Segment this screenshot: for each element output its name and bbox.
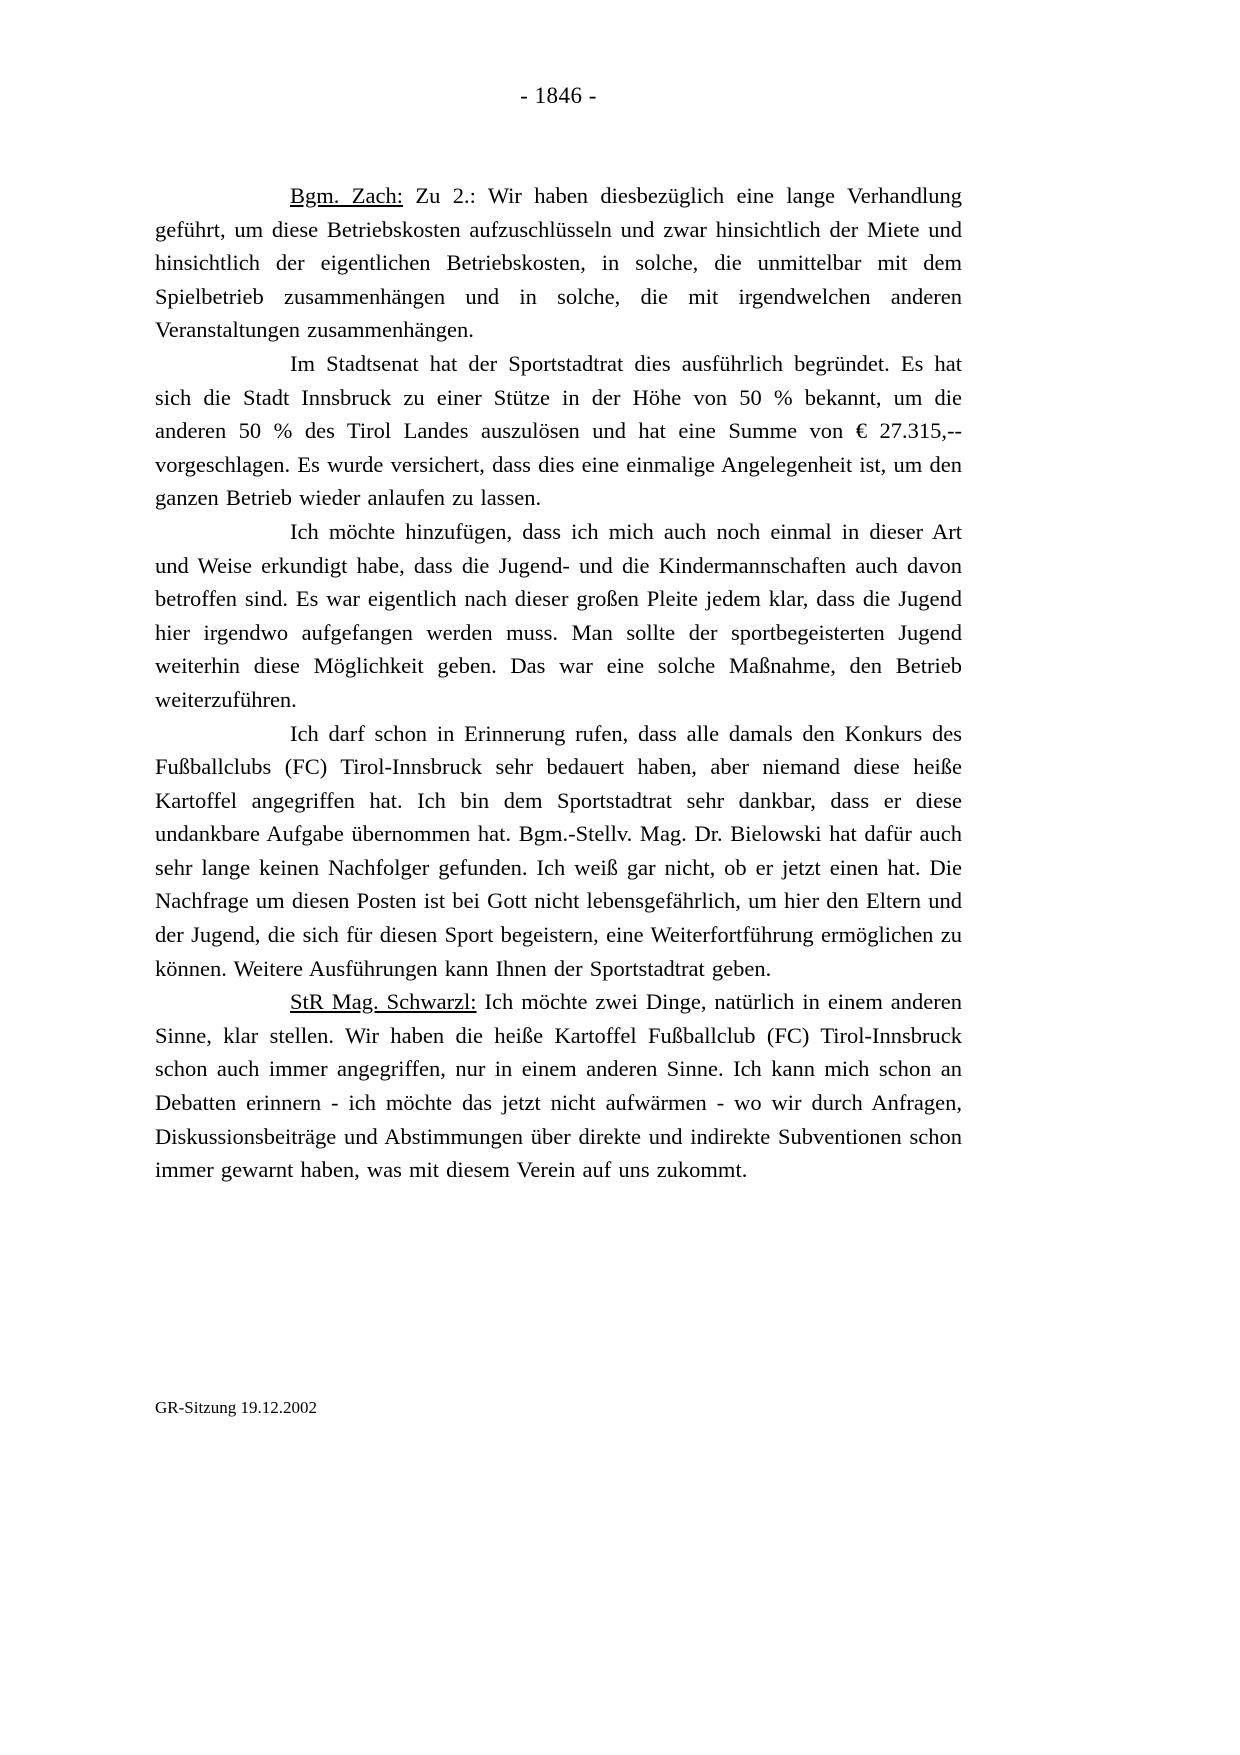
text-column [155,83,962,1187]
paragraph-text: Im Stadtsenat hat der Sportstadtrat dies ausführlich begründet. Es hat sich die Stadt Innsbruck zu einer Stütze in der Höhe von 50 % bekannt, um die anderen 50 % des Tirol Landes auszulösen und hat eine Summe von € 27.315,-- vorgeschlagen. Es wurde versichert, dass dies eine einmalige Angelegenheit ist, um den ganzen Betrieb wieder anlaufen zu lassen. [155,350,962,511]
paragraph [155,515,962,717]
speaker-name: StR Mag. Schwarzl: [290,989,477,1015]
page-number: - 1846 - [520,83,597,108]
paragraph [155,179,962,347]
paragraph [155,347,962,515]
paragraph-text: Ich möchte hinzufügen, dass ich mich auch noch einmal in dieser Art und Weise erkundigt habe, dass die Jugend- und die Kindermannschaften auch davon betroffen sind. Es war eigentlich nach dieser großen Pleite jedem klar, dass die Jugend hier irgendwo aufgefangen werden muss. Man sollte der sportbegeisterten Jugend weiterhin diese Möglichkeit geben. Das war eine solche Maßnahme, den Betrieb weiterzuführen. [155,518,962,712]
paragraph-text: Zu 2.: Wir haben diesbezüglich eine lange Verhandlung geführt, um diese Betriebskosten aufzuschlüsseln und zwar hinsichtlich der Miete und hinsichtlich der eigentlichen Betriebskosten, in solche, die unmittelbar mit dem Spielbetrieb zusammenhängen und in solche, die mit irgendwelchen anderen Veranstaltungen zusammenhängen. [155,183,962,343]
paragraph-text: Ich möchte zwei Dinge, natürlich in einem anderen Sinne, klar stellen. Wir haben die heiße Kartoffel Fußballclub (FC) Tirol-Innsbruck schon auch immer angegriffen, nur in einem anderen Sinne. Ich kann mich schon an Debatten erinnern - ich möchte das jetzt nicht aufwärmen - wo wir durch Anfragen, Diskussionsbeiträge und Abstimmungen über direkte und indirekte Subventionen schon immer gewarnt haben, was mit diesem Verein auf uns zukommt. [155,989,962,1183]
paragraph [155,985,962,1187]
speaker-name: Bgm. Zach: [290,183,403,208]
paragraph [155,717,962,986]
paragraph-text: Ich darf schon in Erinnerung rufen, dass alle damals den Konkurs des Fußballclubs (FC) Tirol-Innsbruck sehr bedauert haben, aber niemand diese heiße Kartoffel angegriffen hat. Ich bin dem Sportstadtrat sehr dankbar, dass er diese undankbare Aufgabe übernommen hat. Bgm.-Stellv. Mag. Dr. Bielowski hat dafür auch sehr lange keinen Nachfolger gefunden. Ich weiß gar nicht, ob er jetzt einen hat. Die Nachfrage um diesen Posten ist bei Gott nicht lebensgefährlich, um hier den Eltern und der Jugend, die sich für diesen Sport begeistern, eine Weiterfortführung ermöglichen zu können. Weitere Ausführungen kann Ihnen der Sportstadtrat geben. [155,720,962,981]
page-footer: GR-Sitzung 19.12.2002 [155,1398,317,1417]
